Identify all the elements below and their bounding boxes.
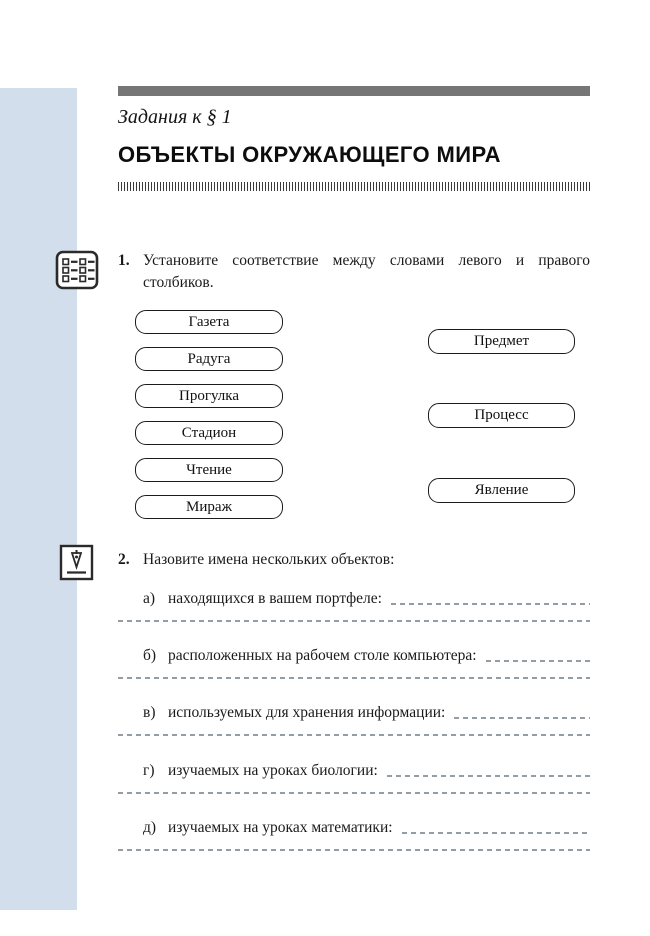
task-2-item bbox=[118, 589, 590, 622]
task-2-item bbox=[118, 703, 590, 736]
page-title: ОБЪЕКТЫ ОКРУЖАЮЩЕГО МИРА bbox=[118, 142, 501, 167]
answer-blank bbox=[486, 660, 590, 662]
answer-blank-line bbox=[118, 792, 590, 794]
answer-blank-line bbox=[118, 849, 590, 851]
answer-blank bbox=[402, 832, 590, 834]
item-text: изучаемых на уроках математики: bbox=[168, 819, 393, 836]
answer-blank-line bbox=[118, 620, 590, 622]
task-1-text: Установите соответствие между словами левого и правого столбиков. bbox=[143, 252, 590, 292]
item-letter: г) bbox=[143, 762, 155, 779]
match-right-item: Явление bbox=[428, 478, 575, 503]
item-text: расположенных на рабочем столе компьютера: bbox=[168, 647, 477, 664]
match-left-item: Радуга bbox=[135, 347, 283, 371]
task-2-item bbox=[118, 818, 590, 851]
header-rule-bar bbox=[118, 86, 590, 96]
task-2 bbox=[118, 549, 590, 571]
task-2-text: Назовите имена нескольких объектов: bbox=[143, 551, 395, 568]
answer-blank-line bbox=[118, 677, 590, 679]
task-1 bbox=[118, 250, 590, 295]
item-letter: б) bbox=[143, 647, 157, 664]
task-2-item bbox=[118, 761, 590, 794]
margin-strip bbox=[0, 88, 77, 910]
answer-blank-line bbox=[118, 734, 590, 736]
item-text: изучаемых на уроках биологии: bbox=[168, 762, 378, 779]
match-left-item: Газета bbox=[135, 310, 283, 334]
item-letter: в) bbox=[143, 704, 156, 721]
task-2-number: 2. bbox=[118, 551, 130, 568]
section-subtitle: Задания к § 1 bbox=[118, 106, 232, 128]
match-left-item: Мираж bbox=[135, 495, 283, 519]
answer-blank bbox=[391, 603, 590, 605]
task-1-number: 1. bbox=[118, 252, 130, 269]
answer-blank bbox=[454, 717, 590, 719]
match-left-item: Стадион bbox=[135, 421, 283, 445]
striped-rule bbox=[118, 182, 590, 191]
task-2-item bbox=[118, 646, 590, 679]
answer-blank bbox=[387, 775, 590, 777]
match-left-item: Чтение bbox=[135, 458, 283, 482]
match-right-item: Предмет bbox=[428, 329, 575, 354]
item-text: используемых для хранения информации: bbox=[168, 704, 446, 721]
write-pen-icon bbox=[58, 544, 96, 591]
item-letter: д) bbox=[143, 819, 157, 836]
match-left-item: Прогулка bbox=[135, 384, 283, 408]
matching-grid-icon bbox=[55, 250, 99, 295]
item-letter: а) bbox=[143, 590, 156, 607]
item-text: находящихся в вашем портфеле: bbox=[168, 590, 382, 607]
match-right-item: Процесс bbox=[428, 403, 575, 428]
